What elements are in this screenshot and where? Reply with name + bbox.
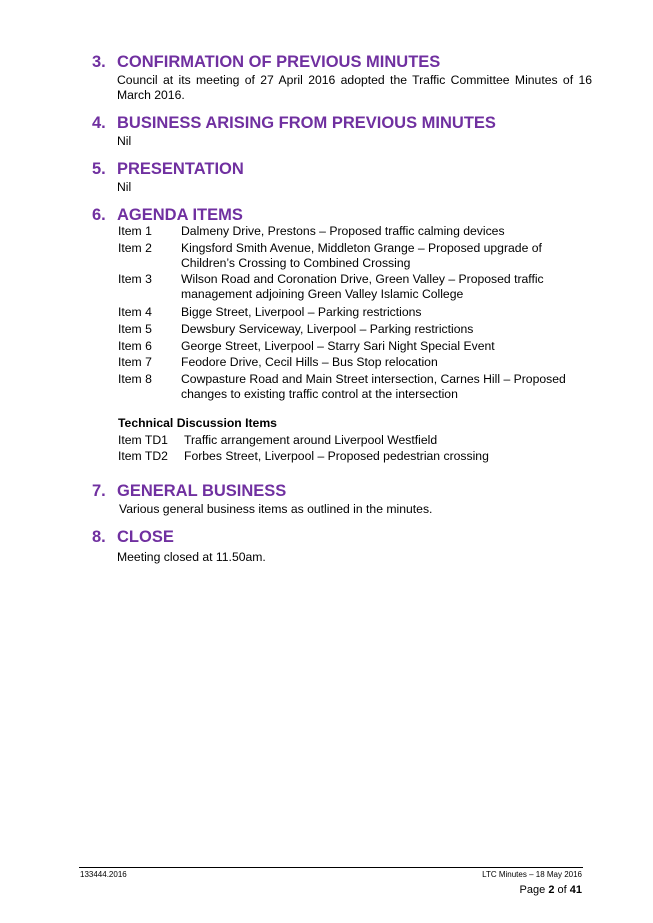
technical-item xyxy=(118,433,588,448)
item-label: Item TD1 xyxy=(118,433,168,447)
item-label: Item 8 xyxy=(118,372,152,386)
item-label: Item 7 xyxy=(118,355,152,369)
section-3-heading xyxy=(92,52,592,72)
section-7-heading xyxy=(92,481,592,501)
section-title: BUSINESS ARISING FROM PREVIOUS MINUTES xyxy=(117,114,496,132)
section-title: GENERAL BUSINESS xyxy=(117,482,287,500)
page-current: 2 xyxy=(548,884,555,896)
section-title: PRESENTATION xyxy=(117,160,244,178)
agenda-item xyxy=(118,241,588,271)
section-3 xyxy=(92,52,592,103)
section-5-text: Nil xyxy=(117,180,132,194)
section-3-text: Council at its meeting of 27 April 2016 adopted the Traffic Committee Minutes of 16 March 2016. xyxy=(117,73,592,102)
section-6-heading xyxy=(92,205,592,225)
agenda-item xyxy=(118,305,588,320)
item-label: Item 6 xyxy=(118,339,152,353)
item-text: George Street, Liverpool – Starry Sari Night Special Event xyxy=(181,339,495,353)
technical-discussion-heading: Technical Discussion Items xyxy=(118,416,277,430)
section-title: CLOSE xyxy=(117,528,174,546)
item-label: Item 4 xyxy=(118,305,152,319)
item-text: Feodore Drive, Cecil Hills – Bus Stop relocation xyxy=(181,355,438,369)
item-label: Item TD2 xyxy=(118,449,168,463)
section-4-heading xyxy=(92,113,592,133)
agenda-item xyxy=(118,372,588,402)
section-6 xyxy=(92,205,592,225)
item-text: Bigge Street, Liverpool – Parking restrictions xyxy=(181,305,422,319)
agenda-item xyxy=(118,224,588,239)
item-text: Cowpasture Road and Main Street intersection, Carnes Hill – Proposed changes to existing traffic control at the intersection xyxy=(181,372,566,401)
item-text: Forbes Street, Liverpool – Proposed pedestrian crossing xyxy=(184,449,489,463)
page-prefix: Page xyxy=(519,884,546,896)
section-8-heading xyxy=(92,527,592,547)
section-number: 8. xyxy=(92,528,106,546)
page-of: of xyxy=(557,884,567,896)
section-5-heading xyxy=(92,159,592,179)
section-4 xyxy=(92,113,592,149)
technical-item xyxy=(118,449,588,464)
item-text: Dewsbury Serviceway, Liverpool – Parking restrictions xyxy=(181,322,474,336)
footer-doc-number: 133444.2016 xyxy=(80,870,127,879)
item-label: Item 5 xyxy=(118,322,152,336)
agenda-item xyxy=(118,322,588,337)
item-text: Traffic arrangement around Liverpool Westfield xyxy=(184,433,438,447)
section-number: 5. xyxy=(92,160,106,178)
section-8-text: Meeting closed at 11.50am. xyxy=(117,550,266,564)
section-title: CONFIRMATION OF PREVIOUS MINUTES xyxy=(117,53,441,71)
item-text: Kingsford Smith Avenue, Middleton Grange – Proposed upgrade of Children’s Crossing to Combined Crossing xyxy=(181,241,542,270)
section-number: 3. xyxy=(92,53,106,71)
section-4-text: Nil xyxy=(117,134,132,148)
agenda-item xyxy=(118,339,588,354)
item-label: Item 1 xyxy=(118,224,152,238)
section-title: AGENDA ITEMS xyxy=(117,206,243,224)
item-text: Wilson Road and Coronation Drive, Green Valley – Proposed traffic management adjoining Green Valley Islamic College xyxy=(181,272,544,301)
section-8 xyxy=(92,527,592,565)
footer-doc-title: LTC Minutes – 18 May 2016 xyxy=(482,870,582,879)
footer-divider xyxy=(79,867,583,868)
item-label: Item 2 xyxy=(118,241,152,255)
item-label: Item 3 xyxy=(118,272,152,286)
section-number: 6. xyxy=(92,206,106,224)
section-number: 4. xyxy=(92,114,106,132)
item-text: Dalmeny Drive, Prestons – Proposed traffic calming devices xyxy=(181,224,505,238)
section-number: 7. xyxy=(92,482,106,500)
page-number xyxy=(520,884,582,897)
section-7 xyxy=(92,481,592,517)
section-5 xyxy=(92,159,592,195)
page-total: 41 xyxy=(569,884,582,896)
agenda-item xyxy=(118,272,588,302)
section-7-text: Various general business items as outlined in the minutes. xyxy=(119,502,433,516)
agenda-item xyxy=(118,355,588,370)
